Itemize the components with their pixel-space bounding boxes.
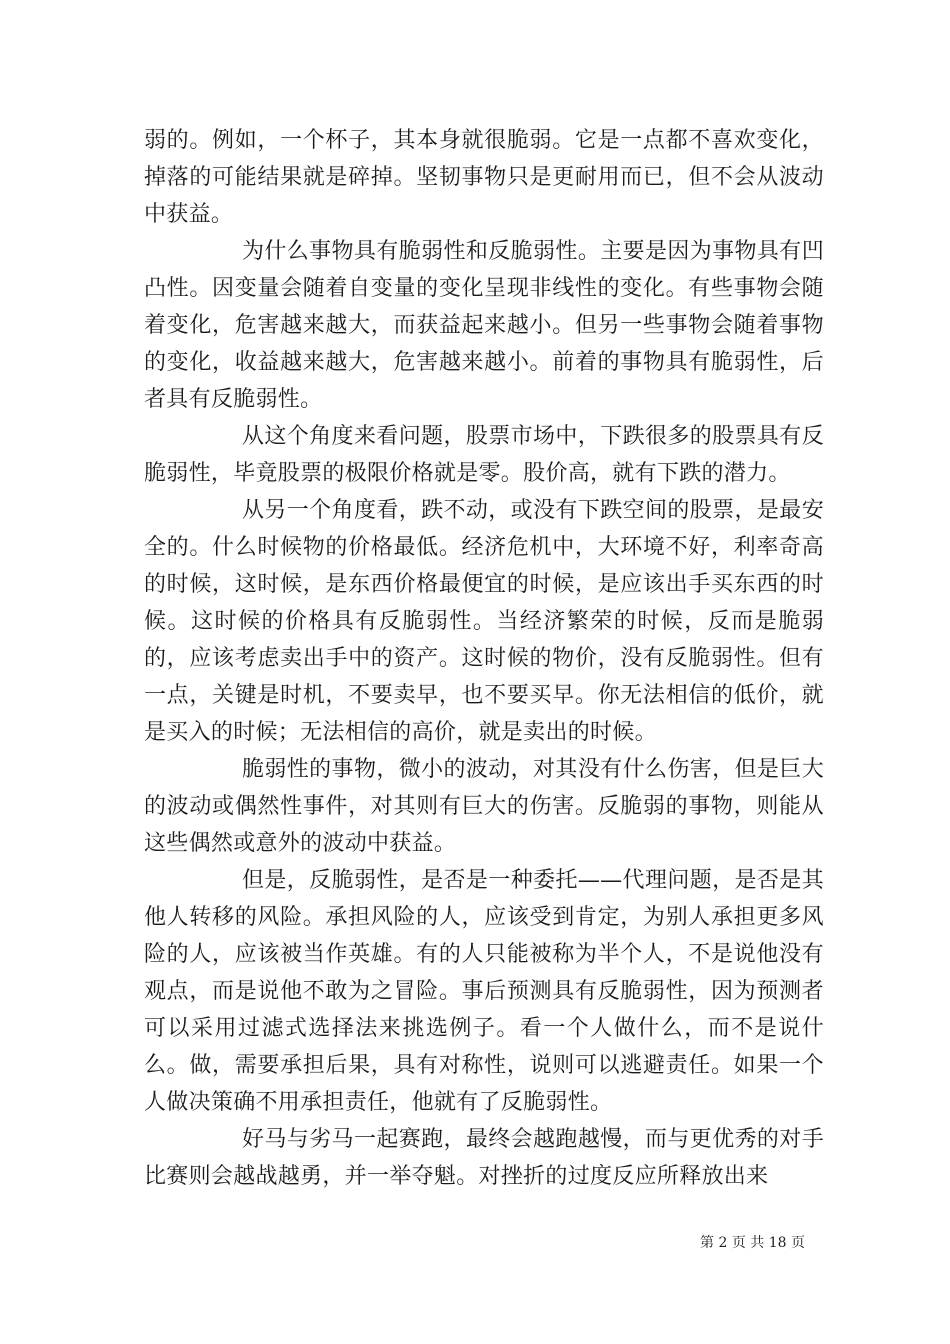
- body-text: [144, 122, 824, 1195]
- page-number-footer: 第 2 页 共 18 页: [700, 1235, 805, 1251]
- paragraph-7: 好马与劣马一起赛跑，最终会越跑越慢，而与更优秀的对手比赛则会越战越勇，并一举夺魁。对挫折的过度反应所释放出来: [144, 1127, 824, 1189]
- paragraph-3: 从这个角度来看问题，股票市场中，下跌很多的股票具有反脆弱性，毕竟股票的极限价格就是零。股价高，就有下跌的潜力。: [144, 424, 824, 486]
- paragraph-5: 脆弱性的事物，微小的波动，对其没有什么伤害，但是巨大的波动或偶然性事件，对其则有巨大的伤害。反脆弱的事物，则能从这些偶然或意外的波动中获益。: [144, 757, 824, 856]
- paragraph-1: 弱的。例如，一个杯子，其本身就很脆弱。它是一点都不喜欢变化，掉落的可能结果就是碎掉。坚韧事物只是更耐用而已，但不会从波动中获益。: [144, 128, 824, 227]
- paragraph-2: 为什么事物具有脆弱性和反脆弱性。主要是因为事物具有凹凸性。因变量会随着自变量的变化呈现非线性的变化。有些事物会随着变化，危害越来越大，而获益起来越小。但另一些事物会随着事物的变化，收益越来越大，危害越来越小。前着的事物具有脆弱性，后者具有反脆弱性。: [144, 239, 824, 412]
- paragraph-6: 但是，反脆弱性，是否是一种委托——代理问题，是否是其他人转移的风险。承担风险的人，应该受到肯定，为别人承担更多风险的人，应该被当作英雄。有的人只能被称为半个人，不是说他没有观点，而是说他不敢为之冒险。事后预测具有反脆弱性，因为预测者可以采用过滤式选择法来挑选例子。看一个人做什么，而不是说什么。做，需要承担后果，具有对称性，说则可以逃避责任。如果一个人做决策确不用承担责任，他就有了反脆弱性。: [144, 868, 824, 1115]
- paragraph-4: 从另一个角度看，跌不动，或没有下跌空间的股票，是最安全的。什么时候物的价格最低。经济危机中，大环境不好，利率奇高的时候，这时候，是东西价格最便宜的时候，是应该出手买东西的时候。这时候的价格具有反脆弱性。当经济繁荣的时候，反而是脆弱的，应该考虑卖出手中的资产。这时候的物价，没有反脆弱性。但有一点，关键是时机，不要卖早，也不要买早。你无法相信的低价，就是买入的时候；无法相信的高价，就是卖出的时候。: [144, 498, 824, 745]
